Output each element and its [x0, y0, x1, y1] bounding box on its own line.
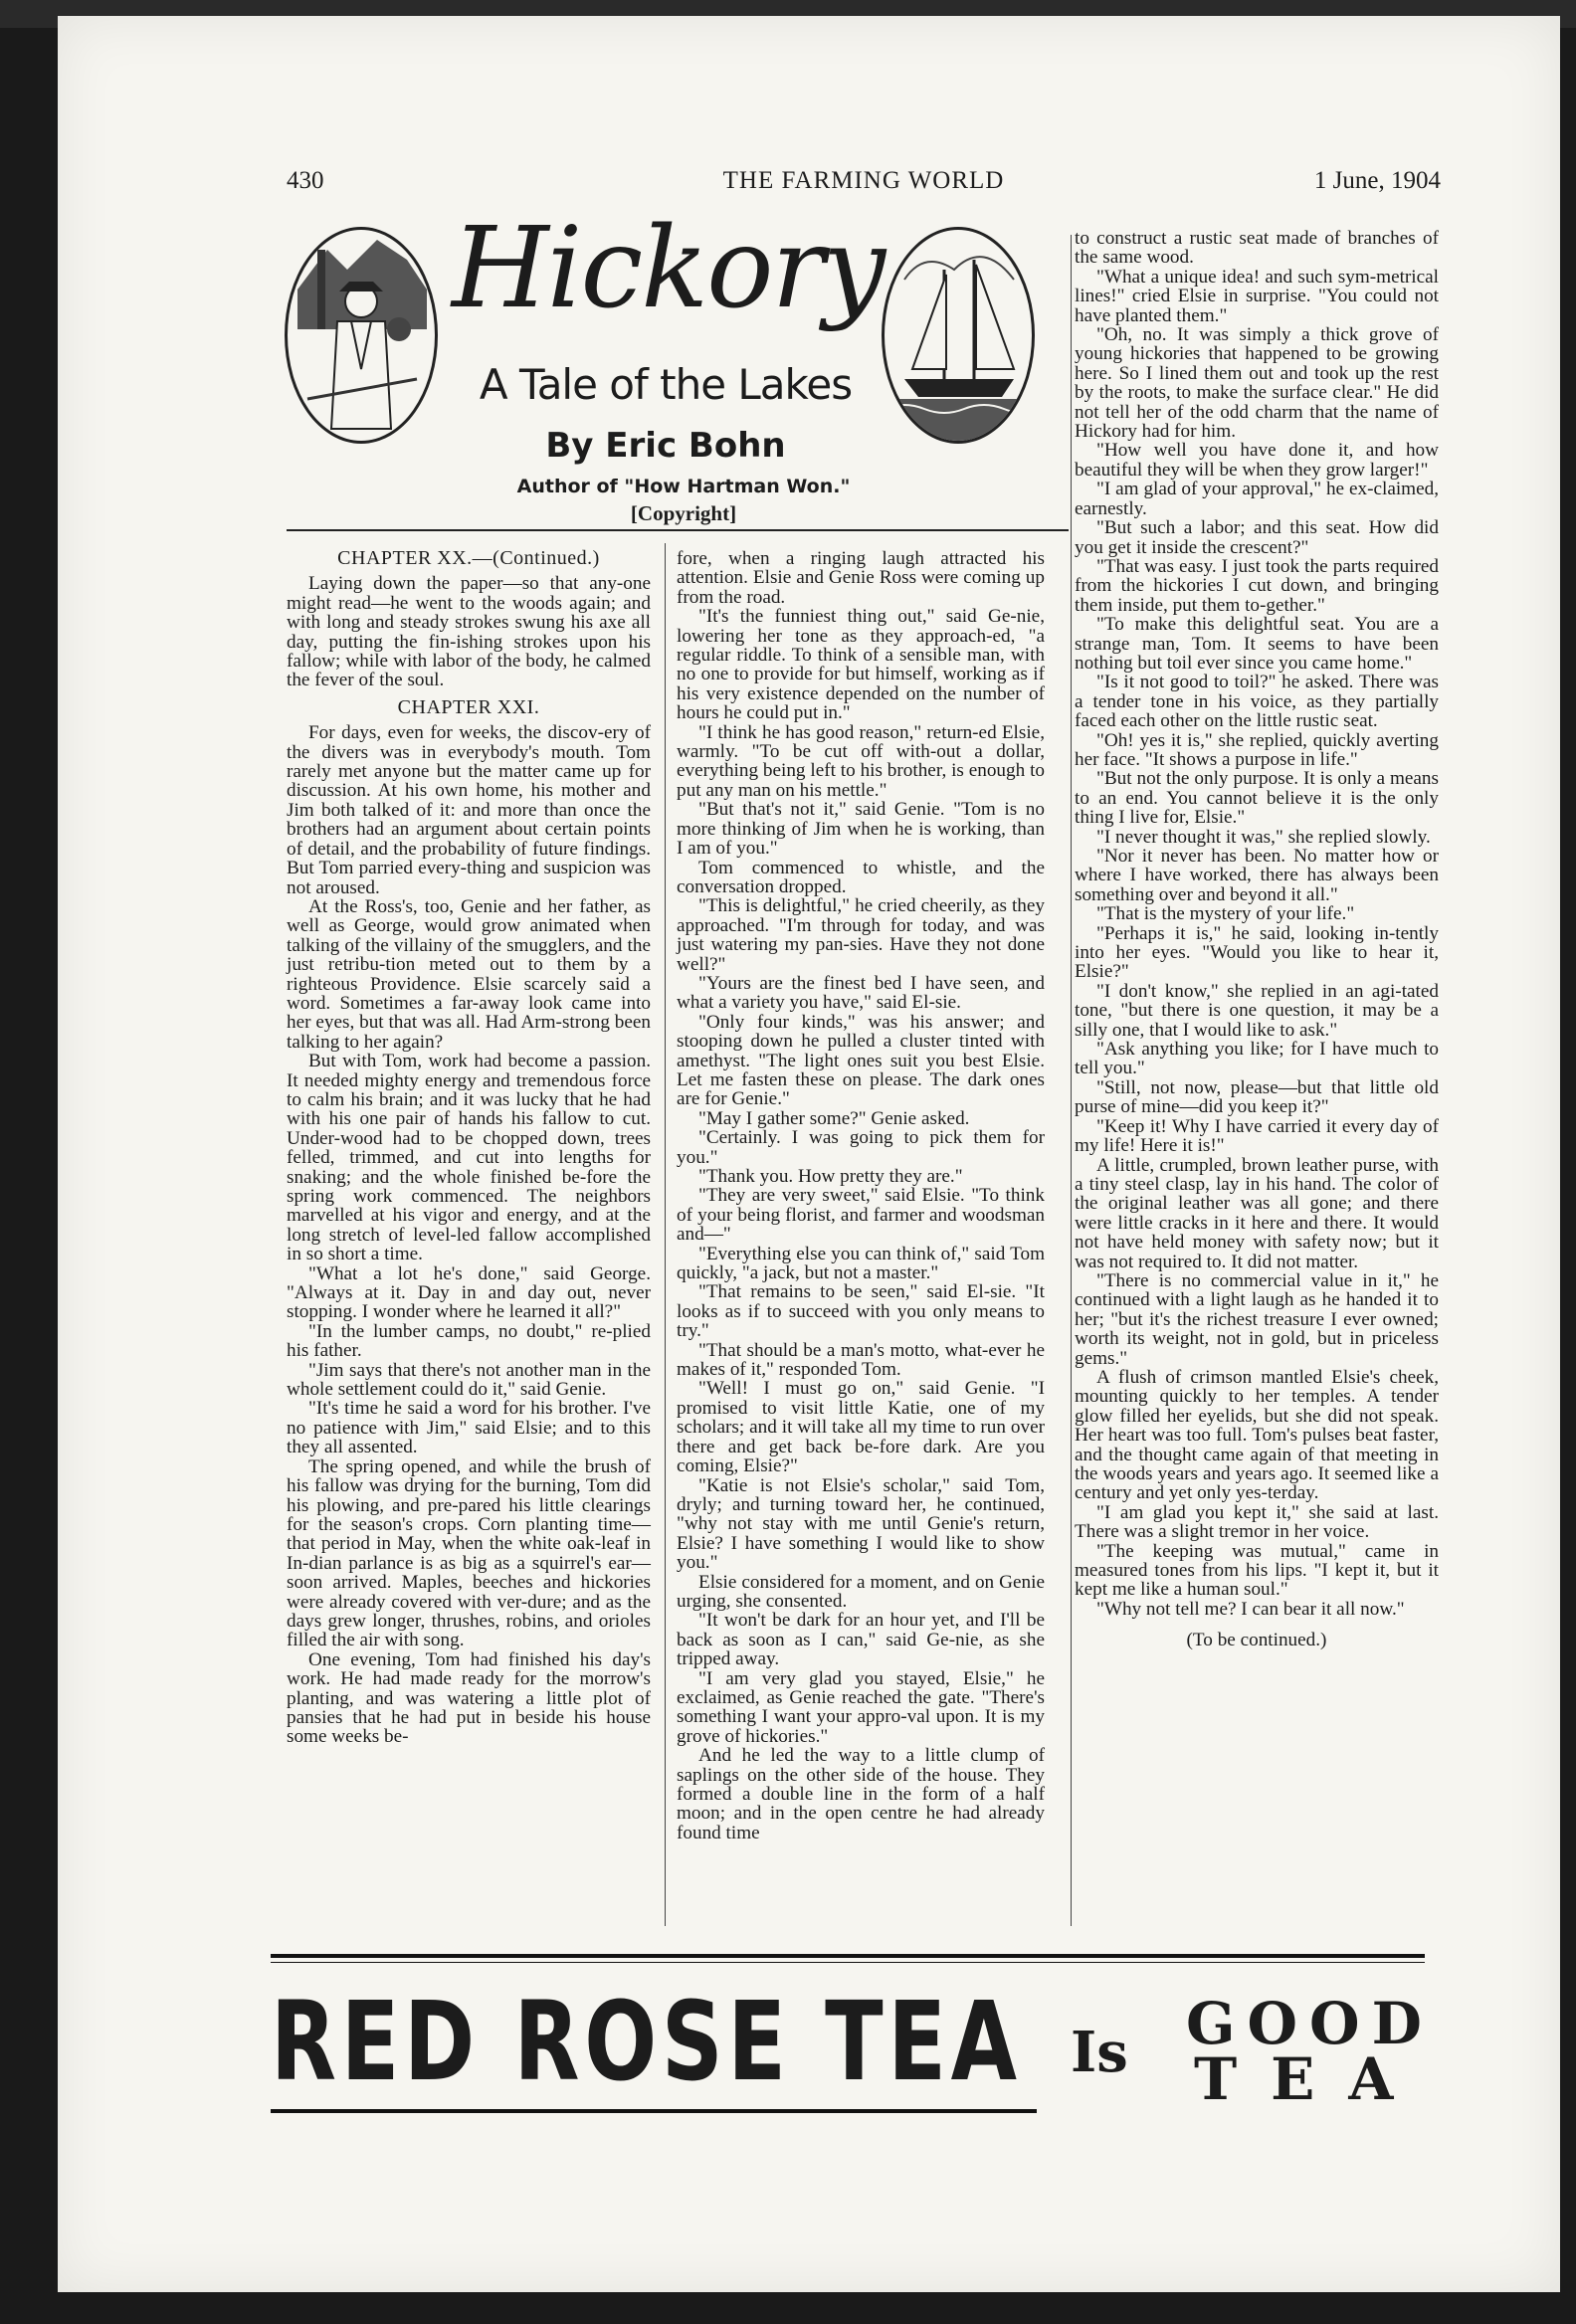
paragraph: "That should be a man's motto, what-ever he makes of it," responded Tom.: [677, 1339, 1045, 1381]
story-title: Hickory: [452, 204, 885, 333]
paragraph: "It's the funniest thing out," said Ge-nie, lowering her tone as they approach-ed, "a regular riddle. To think of a sensible man, with no one to provide for but himself, working as if his very existence depended on the number of hours he could put in.": [677, 606, 1045, 724]
paragraph: "Thank you. How pretty they are.": [698, 1166, 963, 1187]
paragraph: Elsie considered for a moment, and on Genie urging, she consented.: [677, 1571, 1045, 1612]
paragraph: One evening, Tom had finished his day's work. He had made ready for the morrow's planting, and was watering a little plot of pansies that he had put in beside his house some weeks be-: [287, 1648, 651, 1748]
paragraph: "That was easy. I just took the parts required from the hickories I cut down, and bringing them inside, put them to-gether.": [1075, 555, 1439, 616]
paragraph: For days, even for weeks, the discov-ery of the divers was in everybody's mouth. Tom rarely met anyone but the matter came up for discussion. At his own home, his mother and Jim both talked of it: and more than once the brothers had an argument about certain points of detail, and the probability of future findings. But Tom parried every-thing and suspicion was not aroused.: [287, 722, 651, 898]
paragraph: "In the lumber camps, no doubt," re-plied his father.: [287, 1320, 651, 1362]
title-rule: [287, 529, 1069, 531]
paragraph: "Katie is not Elsie's scholar," said Tom, dryly; and turning toward her, he continued, "why not stay with me until Genie's return, Elsie? I have something I would like to show you.": [677, 1474, 1045, 1574]
chapter-heading: CHAPTER XXI.: [397, 695, 540, 718]
story-subtitle: A Tale of the Lakes: [479, 360, 853, 409]
paragraph: But with Tom, work had become a passion. It needed mighty energy and tremendous force to calm his brain; and it was lucky that he had with his one pair of hands his fallow to cut. Under-wood had to be chopped down, trees felled, trimmed, and cut into lengths for snaking; and the whole finished be-fore the spring work commenced. The neighbors marvelled at his vigor and energy, and at the long stretch of level-led fallow accomplished in so short a time.: [287, 1051, 651, 1265]
paragraph: "I am glad you kept it," she said at last. There was a slight tremor in her voice.: [1075, 1501, 1439, 1543]
paragraph: "To make this delightful seat. You are a strange man, Tom. It seems to have been nothing but toil ever since you came home.": [1075, 614, 1439, 674]
paragraph: "Only four kinds," was his answer; and stooping down he pulled a cluster tinted with amethyst. "The light ones suit you best Elsie. Let me fasten these on please. The dark ones are for Genie.": [677, 1011, 1045, 1110]
paragraph: Laying down the paper—so that any-one might read—he went to the woods again; and with long and steady strokes swung his axe all day, putting the fin-ishing strokes upon his fallow; while with labor of the body, he calmed the fever of the soul.: [287, 573, 651, 691]
page-number: 430: [287, 167, 324, 194]
paragraph: "The keeping was mutual," came in measured tones from his lips. "I kept it, but it kept me like a human soul.": [1075, 1540, 1439, 1601]
paragraph: "Yours are the finest bed I have seen, and what a variety you have," said El-sie.: [677, 972, 1045, 1014]
paragraph: "I never thought it was," she replied slowly.: [1096, 826, 1431, 848]
farmer-illustration: [285, 227, 438, 444]
page-header: [287, 167, 1441, 201]
ad-top-rule: [271, 1954, 1425, 1958]
author-note: Author of "How Hartman Won.": [516, 476, 851, 497]
paragraph: fore, when a ringing laugh attracted his attention. Elsie and Genie Ross were coming up from the road.: [677, 548, 1045, 608]
paragraph: "But not the only purpose. It is only a means to an end. You cannot believe it is the only thing I live for, Elsie.": [1075, 768, 1439, 829]
paragraph: Tom commenced to whistle, and the conversation dropped.: [677, 857, 1045, 897]
story-title-block: [285, 204, 1071, 529]
paragraph: "But such a labor; and this seat. How did you get it inside the crescent?": [1075, 517, 1439, 558]
paragraph: "What a unique idea! and such sym-metrical lines!" cried Elsie in surprise. "You could not have planted them.": [1075, 266, 1439, 326]
paragraph: "I think he has good reason," return-ed Elsie, warmly. "To be cut off with-out a dollar, everything being left to his brother, is enough to put any man on his mettle.": [677, 721, 1045, 801]
chapter-heading: CHAPTER XX.—(Continued.): [337, 547, 600, 569]
paragraph: "This is delightful," he cried cheerily, as they approached. "I'm through for today, and was just watering my pan-sies. Have they not done well?": [677, 895, 1045, 975]
copyright-notice: [Copyright]: [630, 501, 737, 525]
paragraph: "I don't know," she replied in an agi-tated tone, "but there is one question, it may be a silly one, that I would like to ask.": [1075, 980, 1439, 1041]
paragraph: "May I gather some?" Genie asked.: [698, 1107, 970, 1129]
to-be-continued: (To be continued.): [1186, 1630, 1327, 1651]
paragraph: "There is no commercial value in it," he continued with a light laugh as he handed it to her; "but it's the richest treasure I ever owned; worth its weight, not in gold, but in priceless gems.": [1075, 1269, 1439, 1369]
paragraph: And he led the way to a little clump of saplings on the other side of the house. They formed a double line in the form of a half moon; and in the open centre he had already found time: [677, 1745, 1045, 1843]
column-divider: [1071, 235, 1072, 1926]
paragraph: "But that's not it," said Genie. "Tom is no more thinking of Jim when he is working, than I am of you.": [677, 799, 1045, 860]
paragraph: "Well! I must go on," said Genie. "I promised to visit little Katie, one of my scholars; and it will take all my time to run over there and get back be-fore dark. Are you coming, Elsie?": [677, 1378, 1045, 1477]
paragraph: The spring opened, and while the brush of his fallow was drying for the burning, Tom did his plowing, and pre-pared his little clearings for the season's crops. Corn planting time—that period in May, when the white oak-leaf in In-dian parlance is as big as a squirrel's ear—soon arrived. Maples, beeches and hickories were already covered with ver-dure; and as the days grew longer, thrushes, robins, and orioles filled the air with song.: [287, 1455, 651, 1651]
publication-title: THE FARMING WORLD: [722, 167, 1005, 194]
paragraph: A little, crumpled, brown leather purse, with a tiny steel clasp, lay in his hand. The color of the original leather was all gone; and there were little cracks in it here and there. It would not have held money with safety now; but it was not required to. It did not matter.: [1075, 1154, 1439, 1272]
paragraph: "I am glad of your approval," he ex-claimed, earnestly.: [1075, 479, 1439, 519]
ad-tea: TEA: [1194, 2045, 1428, 2113]
paragraph: "That remains to be seen," said El-sie. "It looks as if to succeed with you only means to try.": [677, 1281, 1045, 1342]
column-divider: [665, 543, 666, 1926]
ad-headline: RED ROSE TEA: [271, 1978, 1022, 2105]
paragraph: "Nor it never has been. No matter how or where I have worked, there has always been something over and beyond it all.": [1075, 846, 1439, 905]
sailboat-illustration: [882, 227, 1035, 444]
paragraph: "Keep it! Why I have carried it every day of my life! Here it is!": [1075, 1115, 1439, 1157]
ad-top-rule-thin: [271, 1962, 1425, 1963]
paragraph: At the Ross's, too, Genie and her father, as well as George, would grow animated when talking of the villainy of the smugglers, and the just retribu-tion meted out to them by a righteous Providence. Elsie scarcely said a word. Sometimes a far-away look came into her eyes, but that was all. Had Arm-strong been talking to her again?: [287, 895, 651, 1053]
paragraph: "Everything else you can think of," said Tom quickly, "a jack, but not a master.": [677, 1243, 1045, 1284]
paragraph: "I am very glad you stayed, Elsie," he exclaimed, as Genie reached the gate. "There's something I want your appro-val upon. It is my grove of hickories.": [677, 1667, 1045, 1747]
paragraph: "Is it not good to toil?" he asked. There was a tender tone in his voice, as they partially faced each other on the little rustic seat.: [1075, 672, 1439, 732]
issue-date: 1 June, 1904: [1313, 167, 1441, 194]
paragraph: "Oh, no. It was simply a thick grove of young hickories that happened to be growing here. So I lined them out and took up the rest by the roots, to make the surface clear." He did not tell her of the odd charm that the name of Hickory had for him.: [1075, 324, 1439, 443]
paragraph: "Why not tell me? I can bear it all now.": [1096, 1598, 1405, 1620]
paragraph: "That is the mystery of your life.": [1096, 903, 1355, 925]
ad-is: Is: [1071, 2020, 1128, 2085]
ad-good: GOOD: [1186, 1990, 1434, 2057]
paragraph: "Still, not now, please—but that little old purse of mine—did you keep it?": [1075, 1076, 1439, 1118]
paragraph: to construct a rustic seat made of branches of the same wood.: [1075, 228, 1439, 269]
text-column-1: [287, 549, 651, 1747]
paragraph: "What a lot he's done," said George. "Always at it. Day in and day out, never stopping. I wonder where he learned it all?": [287, 1262, 651, 1323]
text-column-2: [677, 549, 1045, 1842]
ad-headline-underline: [271, 2109, 1037, 2113]
story-byline: By Eric Bohn: [545, 426, 786, 466]
paragraph: "Jim says that there's not another man in the whole settlement could do it," said Genie.: [287, 1359, 651, 1401]
text-column-3: [1075, 229, 1439, 1650]
paragraph: "It's time he said a word for his brother. I've no patience with Jim," said Elsie; and to this they all assented.: [287, 1398, 651, 1458]
paragraph: "Oh! yes it is," she replied, quickly averting her face. "It shows a purpose in life.": [1075, 729, 1439, 770]
red-rose-tea-advertisement: [271, 1978, 1434, 2129]
paragraph: A flush of crimson mantled Elsie's cheek, mounting quickly to her temples. A tender glow filled her eyelids, but she did not speak. Her heart was too full. Tom's pulses beat faster, and the thought came again of that meeting in the woods years and years ago. It seemed like a century and yet only yes-terday.: [1075, 1366, 1439, 1504]
paragraph: "How well you have done it, and how beautiful they will be when they grow larger!": [1075, 440, 1439, 481]
paragraph: "It won't be dark for an hour yet, and I'll be back as soon as I can," said Ge-nie, as she tripped away.: [677, 1610, 1045, 1670]
paragraph: "They are very sweet," said Elsie. "To think of your being florist, and farmer and woodsman and—": [677, 1185, 1045, 1246]
paragraph: "Ask anything you like; for I have much to tell you.": [1075, 1039, 1439, 1079]
paragraph: "Perhaps it is," he said, looking in-tently into her eyes. "Would you like to hear it, Elsie?": [1075, 922, 1439, 983]
paragraph: "Certainly. I was going to pick them for you.": [677, 1127, 1045, 1168]
